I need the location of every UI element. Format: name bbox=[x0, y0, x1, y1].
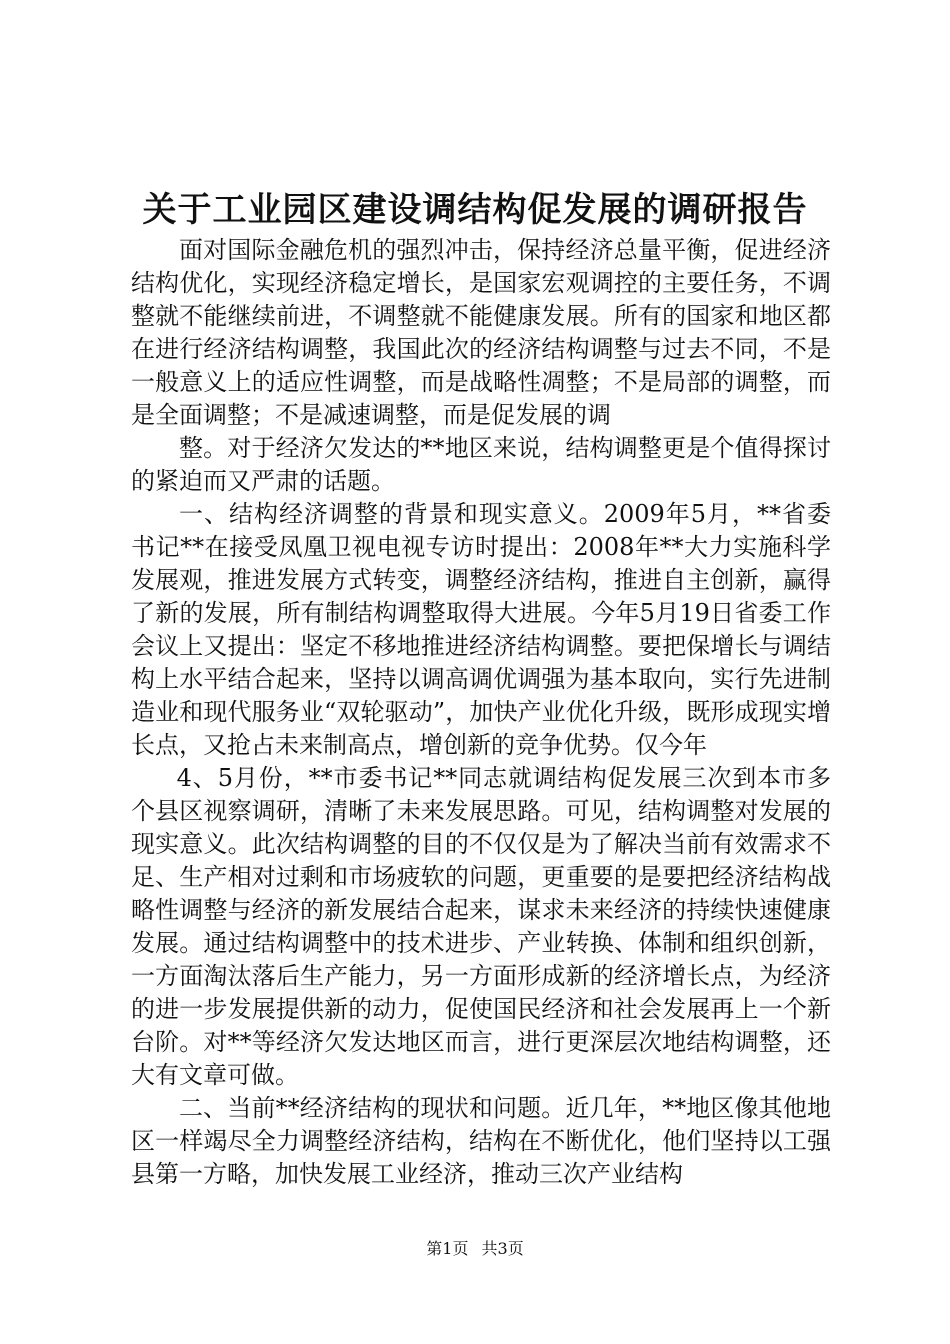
page-footer bbox=[0, 1238, 950, 1260]
paragraph-intro: 面对国际金融危机的强烈冲击，保持经济总量平衡，促进经济结构优化，实现经济稳定增长，是国家宏观调控的主要任务，不调整就不能继续前进，不调整就不能健康发展。所有的国家和地区都在进行经济结构调整，我国此次的经济结构调整与过去不同，不是一般意义上的适应性调整，而是战略性凋整；不是局部的调整，而是全面调整；不是减速调整，而是促发展的调 bbox=[131, 236, 831, 429]
paragraph-intro-continued: 整。对于经济欠发达的**地区来说，结构调整更是个值得探讨的紧迫而又严肃的话题。 bbox=[131, 434, 831, 495]
page-number: 第1页 bbox=[426, 1239, 469, 1258]
paragraph-section-one: 一、结构经济调整的背景和现实意义。2009年5月，**省委书记**在接受凤凰卫视电视专访时提出：2008年**大力实施科学发展观，推进发展方式转变，调整经济结构，推进自主创新，赢得了新的发展，所有制结构调整取得大进展。今年5月19日省委工作会议上又提出：坚定不移地推进经济结构调整。要把保增长与调结构上水平结合起来，坚持以调高调优调强为基本取向，实行先进制造业和现代服务业“双轮驱动”，加快产业优化升级，既形成现实增长点，又抢占未来制高点，增创新的竞争优势。仅今年 bbox=[131, 500, 831, 759]
paragraph-section-two: 二、当前**经济结构的现状和问题。近几年，**地区像其他地区一样竭尽全力调整经济结构，结构在不断优化，他们坚持以工强县第一方略，加快发展工业经济，推动三次产业结构 bbox=[131, 1094, 831, 1188]
paragraph-section-one-continued: 4、5月份，**市委书记**同志就调结构促发展三次到本市多个县区视察调研，清晰了未来发展思路。可见，结构调整对发展的现实意义。此次结构调整的目的不仅仅是为了解决当前有效需求不足、生产相对过剩和市场疲软的问题，更重要的是要把经济结构战略性调整与经济的新发展结合起来，谋求未来经济的持续快速健康发展。通过结构调整中的技术进步、产业转换、体制和组织创新，一方面淘汰落后生产能力，另一方面形成新的经济增长点，为经济的进一步发展提供新的动力，促使国民经济和社会发展再上一个新台阶。对**等经济欠发达地区而言，进行更深层次地结构调整，还大有文章可做。 bbox=[131, 764, 831, 1089]
document-title: 关于工业园区建设调结构促发展的调研报告 bbox=[142, 190, 808, 230]
page-total: 共3页 bbox=[481, 1239, 524, 1258]
document-body bbox=[131, 234, 831, 1191]
